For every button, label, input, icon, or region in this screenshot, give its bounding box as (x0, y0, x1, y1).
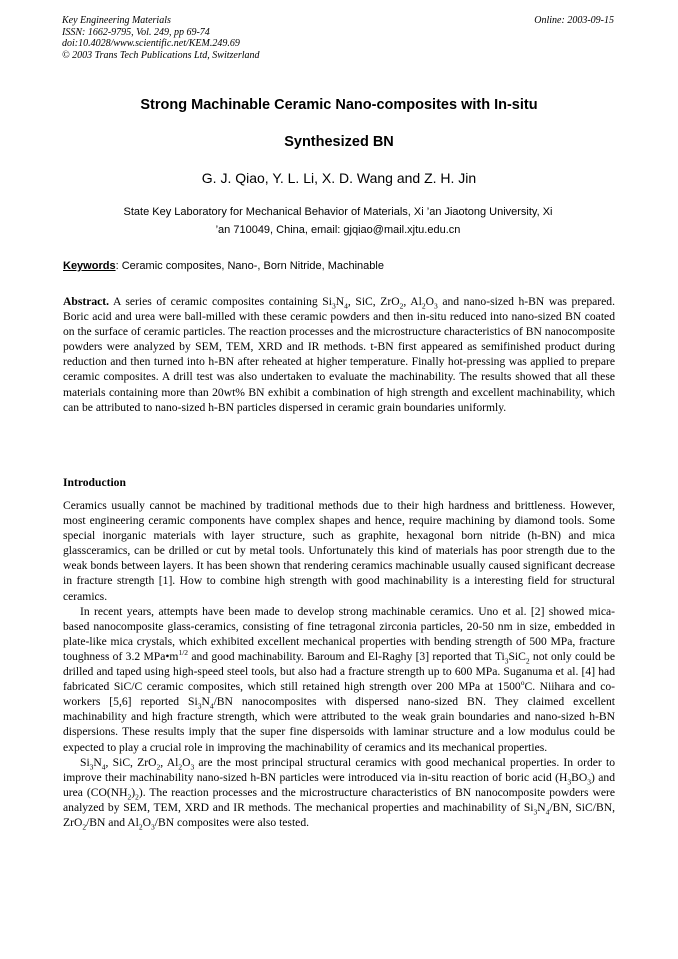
abstract-label: Abstract. (63, 295, 110, 308)
abstract-text: A series of ceramic composites containing $Si_3N_4$, SiC, ZrO$_2$, $Al_2O_3$ and nano-sized h-BN was prepared. Boric acid and urea were ball-milled with these ceramic powders and then in-situ reduced into nano-sized BN coated on the surface of ceramic particles. The reaction processes and the microstructure characteristics of BN nanocomposite powders were analyzed by SEM, TEM, XRD and IR methods. t-BN first appeared as semifinished product during reduction and then turned into h-BN after reheated at higher temperature. Finally hot-pressing was applied to prepare ceramic composites. A drill test was also undertaken to evaluate the machinability. The results showed that all these materials containing more than 20wt% BN exhibit a combination of high strength and excellent machinability, which can be attributed to nano-sized h-BN particles dispersed in ceramic grain boundaries uniformly. (63, 295, 615, 414)
intro-paragraph-1: Ceramics usually cannot be machined by traditional methods due to their high hardness and brittleness. However, most engineering ceramic components have complex shapes and hence, require machining by diamond tools. Some special inorganic materials with layer structure, such as graphite, hexagonal born nitride (h-BN) and mica glassceramics, can be drilled or cut by metal tools. Unfortunately this kind of materials has poor strength due to the weak bonds between layers. It has been shown that rendering ceramics machinable usually caused significant decrease in fracture strength [1]. How to combine high strength with good machinability is a interesting field for structural ceramics. (63, 499, 615, 603)
journal-header (62, 15, 260, 61)
introduction-heading: Introduction (63, 476, 126, 489)
intro-paragraph-3: $Si_3N_4$, SiC, ZrO$_2$, $Al_2O_3$ are the most principal structural ceramics with good mechanical properties. In order to improve their machinability nano-sized h-BN particles were introduced via in-situ reaction of boric acid $(H_3BO_3)$ and urea $(CO(NH_2)_2)$. The reaction processes and the microstructure characteristics of BN nanocomposite powders were analyzed by SEM, TEM, XRD and IR methods. The mechanical properties and machinability of $Si_3N_4/BN$, SiC/BN, ZrO$_2$/BN and $Al_2O_3/BN$ composites were also tested. (63, 755, 616, 832)
copyright-line: © 2003 Trans Tech Publications Ltd, Switzerland (62, 49, 260, 61)
paper-title-line-2: Synthesized BN (284, 134, 394, 150)
intro-paragraph-2: In recent years, attempts have been made to develop strong machinable ceramics. Uno et al. [2] showed mica-based nanocomposite glass-ceramics, consisting of fine tetragonal zirconia particles, 20-50 nm in size, embedded in plate-like mica crystals, which exhibited excellent mechanical properties with bending strength of 500 MPa, fracture toughness of 3.2 $MPa•m^{1/2}$ and good machinability. Baroum and El-Raghy [3] reported that $Ti_3SiC_2$ not only could be drilled and taped using high-speed steel tools, but also had a fracture strength up to 600 MPa. Suganuma et al. [4] had fabricated SiC/C ceramic composites, which still retained high strength over 200 MPa at 1500$^o$C. Niihara and co-workers [5,6] reported $Si_3N_4/BN$ nanocomposites with dispersed nano-sized BN. They claimed excellent machinability and high fracture strength, which were attributed to the weak grain boundaries and nano-sized h-BN dispersions. These results imply that the super fine dispersoids with laminar structure and a low modulus could be expected to play a crucial role in improving the machinability of ceramics and its mechanical properties. (63, 604, 615, 754)
keywords-label: Keywords (63, 260, 116, 272)
affiliation-line-1: State Key Laboratory for Mechanical Behavior of Materials, Xi ’an Jiaotong University, Xi (123, 206, 553, 218)
affiliation-line-2: ’an 710049, China, email: gjqiao@mail.xjtu.edu.cn (215, 224, 461, 236)
keywords (63, 260, 623, 272)
authors: G. J. Qiao, Y. L. Li, X. D. Wang and Z. H. Jin (201, 170, 477, 186)
doi-line: doi:10.4028/www.scientific.net/KEM.249.69 (62, 38, 240, 49)
introduction-body (63, 498, 615, 830)
affiliation (88, 203, 588, 239)
journal-name: Key Engineering Materials (62, 15, 171, 26)
keywords-text: : Ceramic composites, Nano-, Born Nitride, Machinable (115, 260, 384, 272)
online-date: Online: 2003-09-15 (534, 15, 614, 26)
issn-line: ISSN: 1662-9795, Vol. 249, pp 69-74 (62, 26, 210, 38)
abstract (63, 294, 615, 415)
paper-title-line-1: Strong Machinable Ceramic Nano-composites with In-situ (140, 97, 538, 113)
